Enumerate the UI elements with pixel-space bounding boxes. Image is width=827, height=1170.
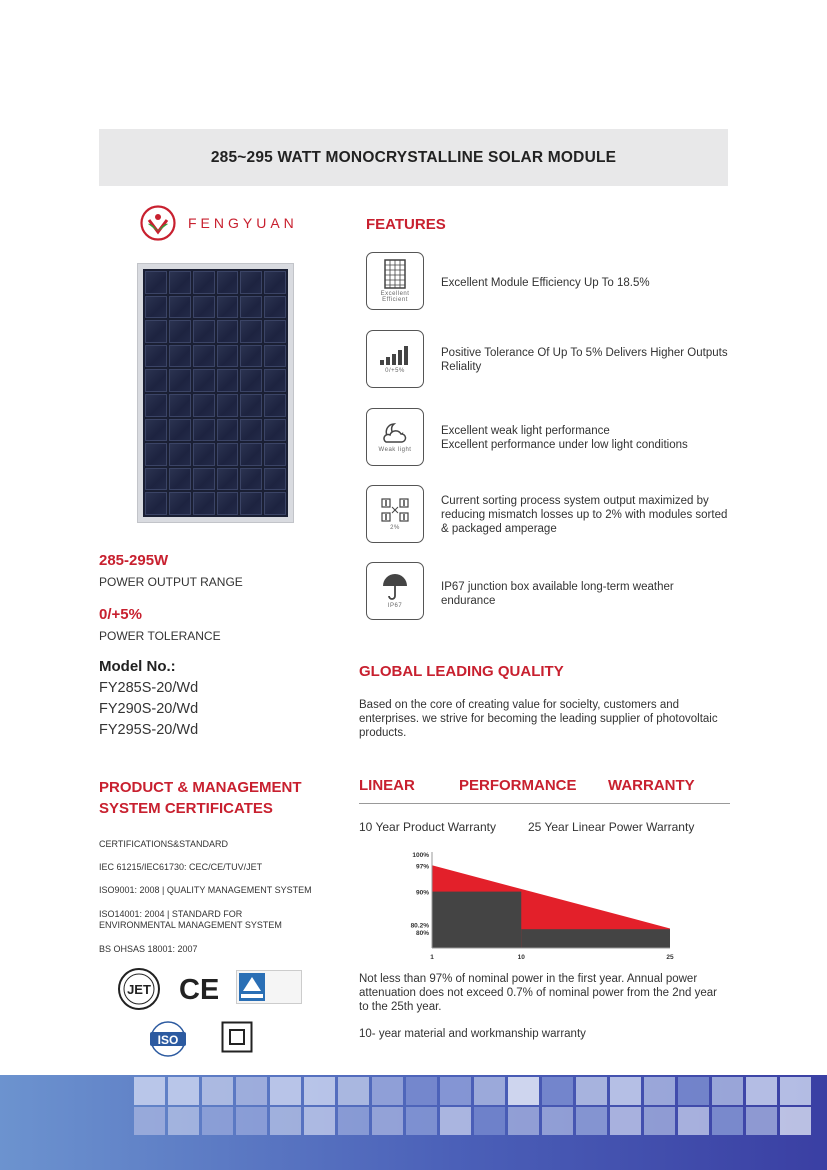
- footer-tile: [440, 1107, 471, 1135]
- title-band: [99, 129, 728, 186]
- power-output-value: 285-295W: [99, 552, 169, 569]
- footer-tile: [202, 1107, 233, 1135]
- solar-cell: [217, 345, 239, 368]
- footer-tile: [406, 1077, 437, 1105]
- solar-cell: [264, 345, 286, 368]
- solar-cell: [169, 345, 191, 368]
- solar-cell: [145, 394, 167, 417]
- solar-cell: [145, 345, 167, 368]
- solar-cell: [217, 492, 239, 515]
- warranty-heading-word: LINEAR: [359, 777, 415, 794]
- linear-warranty-label: 25 Year Linear Power Warranty: [528, 820, 695, 834]
- product-warranty-block: [432, 892, 521, 948]
- warranty-heading-word: WARRANTY: [608, 777, 695, 794]
- solar-cell: [217, 369, 239, 392]
- feature-caption: Weak light: [378, 447, 412, 453]
- model-heading: Model No.:: [99, 658, 176, 675]
- model-item: FY295S-20/Wd: [99, 722, 199, 738]
- feature-caption: 2%: [390, 525, 400, 531]
- ce-logo-text: CE: [179, 974, 218, 1004]
- quality-line: enterprises. we strive for becoming the leading supplier of photovoltaic: [359, 713, 718, 725]
- solar-cell: [217, 468, 239, 491]
- signal-bars-icon: [379, 344, 411, 366]
- footer-tile: [440, 1077, 471, 1105]
- solar-cell: [193, 345, 215, 368]
- footer-tile: [780, 1077, 811, 1105]
- iso-logo: [140, 1019, 196, 1064]
- footer-tile: [712, 1107, 743, 1135]
- solar-cell: [169, 468, 191, 491]
- footer-tile: [474, 1107, 505, 1135]
- umbrella-icon: [381, 573, 409, 601]
- footer-tile: [202, 1077, 233, 1105]
- model-item: FY285S-20/Wd: [99, 680, 199, 696]
- footer-tile: [644, 1077, 675, 1105]
- quality-line: products.: [359, 727, 407, 739]
- footer-tile: [134, 1107, 165, 1135]
- footer-tile: [406, 1107, 437, 1135]
- quality-text: [359, 698, 718, 740]
- footer-tile: [338, 1107, 369, 1135]
- x-tick-label: 25: [666, 954, 674, 961]
- footer-tile: [678, 1077, 709, 1105]
- tuv-logo: [236, 970, 302, 1004]
- solar-cell: [193, 296, 215, 319]
- solar-cell: [217, 419, 239, 442]
- footer-tile: [372, 1107, 403, 1135]
- footer-tile: [780, 1107, 811, 1135]
- feature-text: [441, 424, 688, 452]
- quality-heading: GLOBAL LEADING QUALITY: [359, 663, 564, 680]
- y-tick-label: 90%: [415, 889, 429, 897]
- feature-line: Current sorting process system output maximized by: [441, 495, 709, 507]
- solar-cell: [145, 468, 167, 491]
- solar-cell: [264, 443, 286, 466]
- jet-icon: [117, 967, 161, 1011]
- footer-tile: [576, 1107, 607, 1135]
- solar-cell: [240, 296, 262, 319]
- solar-cell: [145, 320, 167, 343]
- solar-cell: [145, 369, 167, 392]
- iso-icon: [140, 1019, 196, 1059]
- solar-cell: [217, 394, 239, 417]
- footer-tile: [304, 1077, 335, 1105]
- material-warranty: 10- year material and workmanship warranty: [359, 1028, 586, 1040]
- solar-cell: [240, 271, 262, 294]
- solar-cell: [193, 468, 215, 491]
- product-warranty-label: 10 Year Product Warranty: [359, 820, 496, 834]
- feature-text: [441, 494, 727, 536]
- footer-tile: [746, 1077, 777, 1105]
- solar-cell: [264, 296, 286, 319]
- footer-tile: [746, 1107, 777, 1135]
- footer-tile: [610, 1107, 641, 1135]
- solar-cell: [169, 271, 191, 294]
- panel-icon: [384, 259, 406, 289]
- warranty-note-line: to the 25th year.: [359, 1001, 442, 1013]
- power-output-label: POWER OUTPUT RANGE: [99, 575, 243, 589]
- footer-tile: [508, 1107, 539, 1135]
- double-square-icon: [221, 1021, 253, 1053]
- ce-logo: [178, 972, 218, 1009]
- solar-cell: [217, 296, 239, 319]
- solar-cell: [264, 468, 286, 491]
- feature-text: [441, 276, 650, 290]
- brand-logo: [140, 205, 298, 241]
- feature-caption: 0/+5%: [385, 368, 405, 374]
- footer-tile: [236, 1107, 267, 1135]
- feature-line: endurance: [441, 595, 496, 607]
- feature-line: Reliality: [441, 361, 482, 373]
- footer-tile: [168, 1077, 199, 1105]
- footer-tile: [304, 1107, 335, 1135]
- feature-line: IP67 junction box available long-term weather: [441, 581, 674, 593]
- solar-cell: [264, 271, 286, 294]
- solar-cell: [217, 320, 239, 343]
- footer-tile: [134, 1077, 165, 1105]
- solar-panel-image: [137, 263, 294, 523]
- sorting-icon: [380, 497, 410, 523]
- x-tick-label: 10: [517, 954, 525, 961]
- solar-cell: [240, 468, 262, 491]
- page-title: 285~295 WATT MONOCRYSTALLINE SOLAR MODULE: [210, 148, 617, 166]
- footer-tile: [644, 1107, 675, 1135]
- solar-cell: [145, 443, 167, 466]
- warranty-divider: [359, 803, 730, 804]
- cert-line: IEC 61215/IEC61730: CEC/CE/TUV/JET: [99, 862, 263, 872]
- solar-cell: [169, 394, 191, 417]
- feature-card: [366, 330, 424, 388]
- footer-tile: [372, 1077, 403, 1105]
- warranty-chart: [400, 846, 690, 966]
- feature-card: [366, 252, 424, 310]
- footer-tile: [542, 1077, 573, 1105]
- solar-cell: [145, 271, 167, 294]
- solar-cell: [169, 320, 191, 343]
- solar-cell: [145, 419, 167, 442]
- certificates-heading-line: PRODUCT & MANAGEMENT: [99, 779, 302, 796]
- jet-logo-text: JET: [127, 982, 151, 997]
- footer-tile: [270, 1077, 301, 1105]
- solar-cell: [217, 271, 239, 294]
- solar-cell: [193, 394, 215, 417]
- solar-cell: [217, 443, 239, 466]
- power-tolerance-value: 0/+5%: [99, 606, 142, 623]
- solar-cell: [193, 419, 215, 442]
- power-tolerance-label: POWER TOLERANCE: [99, 629, 221, 643]
- iso-logo-text: ISO: [157, 1033, 179, 1047]
- solar-cell: [264, 394, 286, 417]
- feature-card: [366, 485, 424, 543]
- solar-cell: [193, 320, 215, 343]
- solar-cell: [145, 296, 167, 319]
- feature-text: [441, 346, 728, 374]
- cloud-moon-icon: [380, 421, 410, 445]
- solar-cell: [264, 419, 286, 442]
- solar-cell: [169, 443, 191, 466]
- solar-cell: [240, 443, 262, 466]
- y-tick-label: 97%: [415, 863, 429, 871]
- footer-tile: [678, 1107, 709, 1135]
- fengyuan-logo-icon: [140, 205, 176, 241]
- solar-cell: [169, 369, 191, 392]
- solar-cell: [240, 320, 262, 343]
- certificates-heading-line: SYSTEM CERTIFICATES: [99, 800, 273, 817]
- cert-line: ENVIRONMENTAL MANAGEMENT SYSTEM: [99, 920, 282, 930]
- y-tick-label: 80%: [415, 930, 429, 938]
- footer-tile: [712, 1077, 743, 1105]
- double-insulation-logo: [221, 1021, 253, 1058]
- warranty-notes: [359, 972, 717, 1014]
- footer-tile: [508, 1077, 539, 1105]
- solar-cell: [145, 492, 167, 515]
- y-tick-label: 100%: [412, 852, 429, 859]
- solar-cell: [193, 369, 215, 392]
- footer-tile: [236, 1077, 267, 1105]
- cert-line: BS OHSAS 18001: 2007: [99, 944, 198, 954]
- quality-line: Based on the core of creating value for socielty, customers and: [359, 699, 680, 711]
- model-item: FY290S-20/Wd: [99, 701, 199, 717]
- feature-caption: Excellent Efficient: [380, 291, 410, 303]
- warranty-heading-word: PERFORMANCE: [459, 777, 577, 794]
- cert-line: ISO14001: 2004 | STANDARD FOR: [99, 909, 243, 919]
- cert-line: ISO9001: 2008 | QUALITY MANAGEMENT SYSTEM: [99, 885, 312, 895]
- feature-text: [441, 580, 674, 608]
- solar-cell: [193, 271, 215, 294]
- solar-cell: [240, 369, 262, 392]
- features-heading: FEATURES: [366, 216, 446, 233]
- feature-line: Excellent Module Efficiency Up To 18.5%: [441, 277, 650, 289]
- feature-line: reducing mismatch losses up to 2% with modules sorted: [441, 509, 728, 521]
- solar-cell: [169, 296, 191, 319]
- footer-tiles: [0, 1075, 827, 1170]
- footer-tile: [338, 1077, 369, 1105]
- cert-line: CERTIFICATIONS&STANDARD: [99, 839, 229, 849]
- footer-tile: [576, 1077, 607, 1105]
- feature-line: Positive Tolerance Of Up To 5% Delivers Higher Outputs: [441, 347, 728, 359]
- footer-tile: [168, 1107, 199, 1135]
- solar-cell: [240, 492, 262, 515]
- feature-line: Excellent weak light performance: [441, 425, 610, 437]
- solar-cell: [264, 320, 286, 343]
- solar-cell: [264, 492, 286, 515]
- feature-line: & packaged amperage: [441, 523, 557, 535]
- solar-cell: [240, 419, 262, 442]
- warranty-note-line: attenuation does not exceed 0.7% of nominal power from the 2nd year: [359, 987, 718, 999]
- y-tick-label: 80.2%: [410, 922, 429, 930]
- brand-name: FENGYUAN: [188, 215, 298, 231]
- linear-baseline-block: [521, 929, 670, 948]
- footer-tile: [474, 1077, 505, 1105]
- feature-card: [366, 408, 424, 466]
- x-tick-label: 1: [430, 954, 434, 961]
- solar-cell: [240, 345, 262, 368]
- footer-tile: [542, 1107, 573, 1135]
- tuv-icon: [237, 971, 267, 1003]
- footer-tile: [610, 1077, 641, 1105]
- solar-cell: [193, 492, 215, 515]
- feature-caption: IP67: [387, 603, 403, 609]
- feature-card: [366, 562, 424, 620]
- solar-cell: [264, 369, 286, 392]
- ce-mark-icon: [178, 972, 218, 1004]
- warranty-note-line: Not less than 97% of nominal power in the first year. Annual power: [359, 973, 698, 985]
- jet-logo: [117, 967, 161, 1016]
- footer-tile: [270, 1107, 301, 1135]
- footer-decoration: [0, 1075, 827, 1170]
- solar-cell: [240, 394, 262, 417]
- solar-cell: [193, 443, 215, 466]
- feature-line: Excellent performance under low light conditions: [441, 439, 688, 451]
- solar-cell: [169, 492, 191, 515]
- solar-cell: [169, 419, 191, 442]
